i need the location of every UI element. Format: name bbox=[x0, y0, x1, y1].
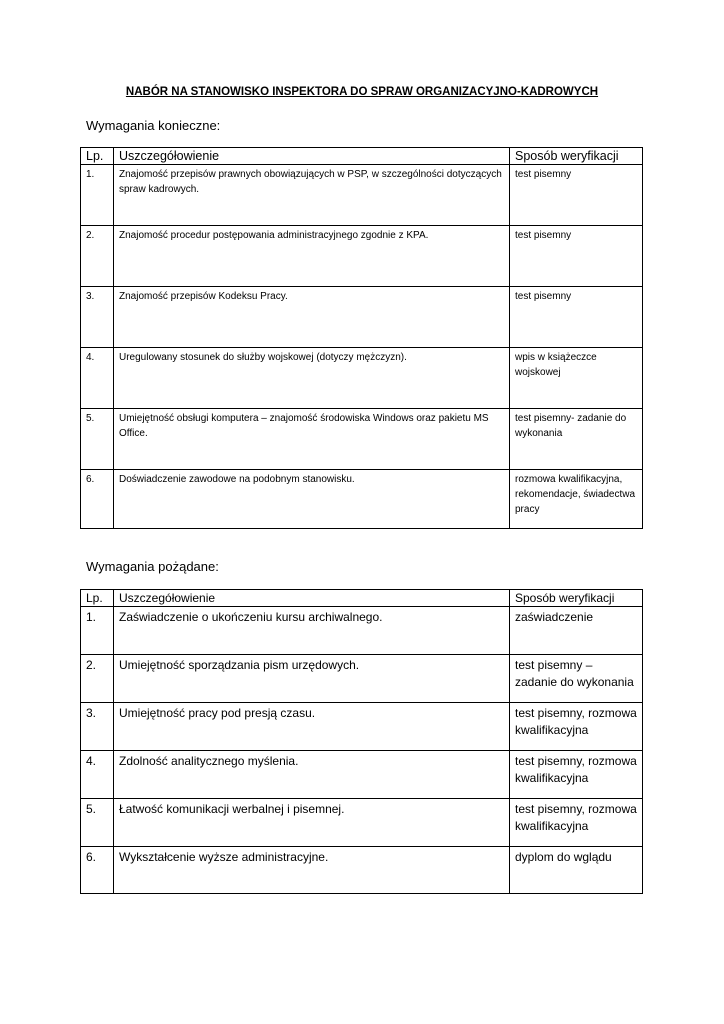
header-verification: Sposób weryfikacji bbox=[510, 148, 643, 165]
header-lp: Lp. bbox=[81, 590, 114, 607]
header-detail: Uszczegółowienie bbox=[114, 148, 510, 165]
desired-table bbox=[80, 589, 643, 894]
table-row bbox=[81, 470, 643, 529]
required-section-heading: Wymagania konieczne: bbox=[86, 118, 221, 133]
row-lp: 1. bbox=[81, 165, 114, 226]
row-lp: 4. bbox=[81, 751, 114, 799]
row-verification: dyplom do wglądu bbox=[510, 847, 643, 894]
table-header-row bbox=[81, 148, 643, 165]
row-detail: Uregulowany stosunek do służby wojskowej (dotyczy mężczyzn). bbox=[114, 348, 510, 409]
row-detail: Umiejętność obsługi komputera – znajomość środowiska Windows oraz pakietu MS Office. bbox=[114, 409, 510, 470]
table-row bbox=[81, 799, 643, 847]
row-verification: test pisemny- zadanie do wykonania bbox=[510, 409, 643, 470]
table-header-row bbox=[81, 590, 643, 607]
row-lp: 6. bbox=[81, 847, 114, 894]
table-row bbox=[81, 847, 643, 894]
row-lp: 1. bbox=[81, 607, 114, 655]
row-lp: 3. bbox=[81, 287, 114, 348]
row-verification: wpis w książeczce wojskowej bbox=[510, 348, 643, 409]
row-verification: test pisemny, rozmowa kwalifikacyjna bbox=[510, 751, 643, 799]
row-lp: 6. bbox=[81, 470, 114, 529]
header-lp: Lp. bbox=[81, 148, 114, 165]
required-table bbox=[80, 147, 643, 529]
table-row bbox=[81, 226, 643, 287]
document-title: NABÓR NA STANOWISKO INSPEKTORA DO SPRAW ORGANIZACYJNO-KADROWYCH bbox=[125, 86, 599, 98]
row-lp: 5. bbox=[81, 799, 114, 847]
header-detail: Uszczegółowienie bbox=[114, 590, 510, 607]
row-detail: Znajomość przepisów prawnych obowiązujących w PSP, w szczególności dotyczących spraw kadrowych. bbox=[114, 165, 510, 226]
table-row bbox=[81, 655, 643, 703]
table-row bbox=[81, 287, 643, 348]
row-lp: 3. bbox=[81, 703, 114, 751]
row-detail: Znajomość przepisów Kodeksu Pracy. bbox=[114, 287, 510, 348]
row-verification: test pisemny, rozmowa kwalifikacyjna bbox=[510, 799, 643, 847]
table-row bbox=[81, 607, 643, 655]
row-verification: test pisemny bbox=[510, 287, 643, 348]
row-lp: 4. bbox=[81, 348, 114, 409]
row-verification: zaświadczenie bbox=[510, 607, 643, 655]
row-detail: Doświadczenie zawodowe na podobnym stanowisku. bbox=[114, 470, 510, 529]
row-verification: test pisemny, rozmowa kwalifikacyjna bbox=[510, 703, 643, 751]
row-detail: Wykształcenie wyższe administracyjne. bbox=[114, 847, 510, 894]
table-row bbox=[81, 348, 643, 409]
row-verification: test pisemny – zadanie do wykonania bbox=[510, 655, 643, 703]
row-detail: Umiejętność sporządzania pism urzędowych. bbox=[114, 655, 510, 703]
row-detail: Umiejętność pracy pod presją czasu. bbox=[114, 703, 510, 751]
table-row bbox=[81, 409, 643, 470]
row-verification: rozmowa kwalifikacyjna, rekomendacje, świadectwa pracy bbox=[510, 470, 643, 529]
row-lp: 2. bbox=[81, 226, 114, 287]
row-detail: Łatwość komunikacji werbalnej i pisemnej. bbox=[114, 799, 510, 847]
row-detail: Zaświadczenie o ukończeniu kursu archiwalnego. bbox=[114, 607, 510, 655]
table-row bbox=[81, 751, 643, 799]
desired-section-heading: Wymagania pożądane: bbox=[86, 559, 219, 574]
table-row bbox=[81, 165, 643, 226]
table-row bbox=[81, 703, 643, 751]
header-verification: Sposób weryfikacji bbox=[510, 590, 643, 607]
row-verification: test pisemny bbox=[510, 165, 643, 226]
row-detail: Zdolność analitycznego myślenia. bbox=[114, 751, 510, 799]
row-lp: 2. bbox=[81, 655, 114, 703]
row-detail: Znajomość procedur postępowania administracyjnego zgodnie z KPA. bbox=[114, 226, 510, 287]
row-verification: test pisemny bbox=[510, 226, 643, 287]
row-lp: 5. bbox=[81, 409, 114, 470]
